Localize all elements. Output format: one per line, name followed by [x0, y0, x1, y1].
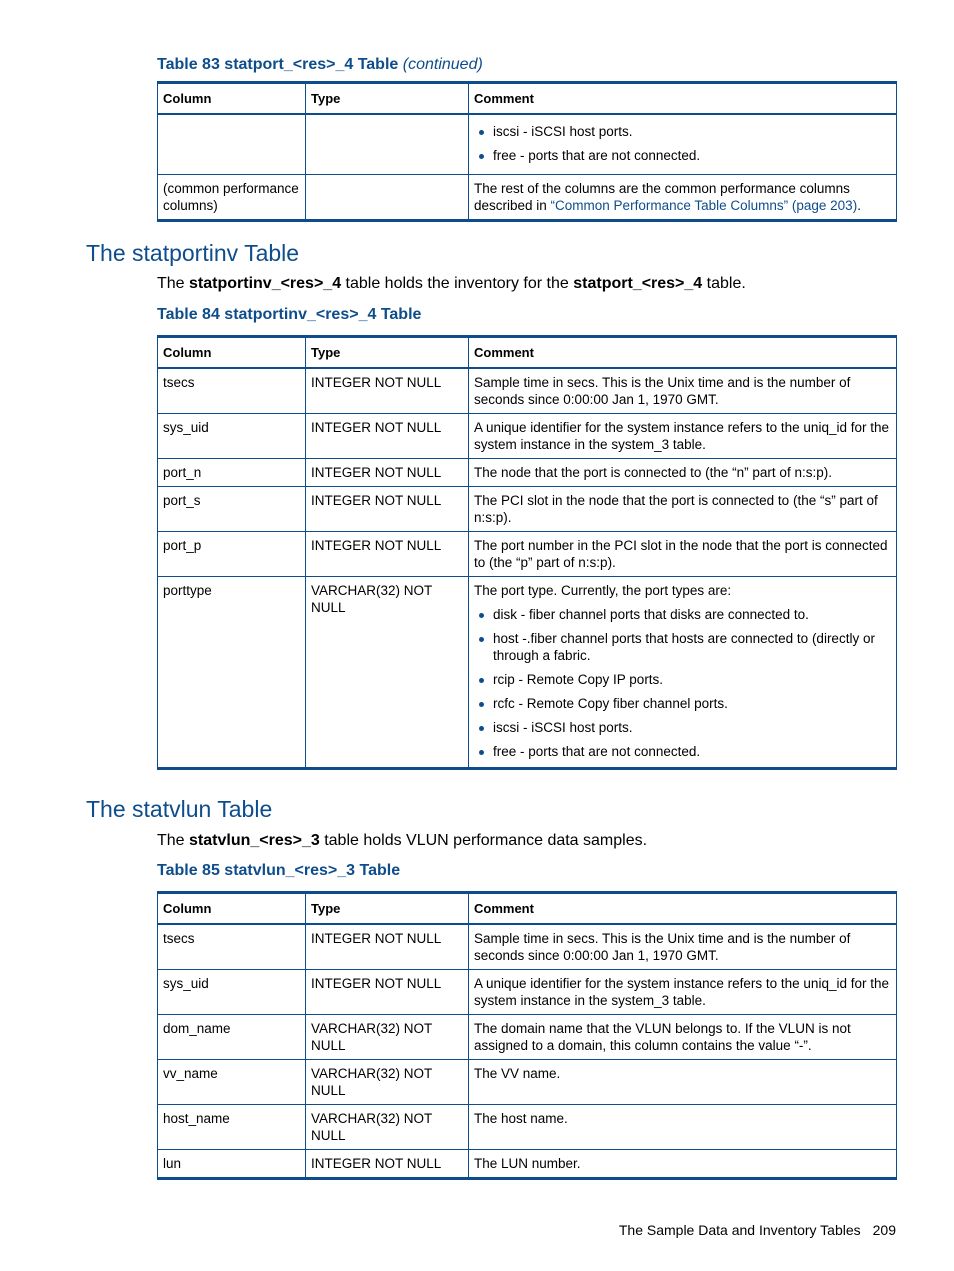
cell-comment: The VV name. [469, 1060, 897, 1105]
table-row [158, 174, 897, 220]
cell-type: INTEGER NOT NULL [306, 459, 469, 487]
cell-column: (common performance columns) [158, 174, 306, 220]
intro-text: table holds VLUN performance data samples. [319, 832, 648, 849]
section-intro-statvlun [157, 832, 647, 850]
table-84-caption: Table 84 statportinv_<res>_4 Table [157, 306, 422, 323]
cell-comment: A unique identifier for the system instance refers to the uniq_id for the system instance in the system_3 table. [469, 970, 897, 1015]
column-header: Column [158, 83, 306, 115]
intro-table-name: statvlun_<res>_3 [189, 832, 320, 849]
footer-title: The Sample Data and Inventory Tables [618, 1222, 861, 1238]
table-row [158, 924, 897, 970]
cell-type: INTEGER NOT NULL [306, 414, 469, 459]
cell-column: port_p [158, 532, 306, 577]
cell-comment [469, 114, 897, 174]
section-intro-statportinv [157, 275, 746, 293]
cell-type [306, 174, 469, 220]
cell-comment: The PCI slot in the node that the port is connected to (the “s” part of n:s:p). [469, 487, 897, 532]
cell-column: tsecs [158, 368, 306, 414]
cell-type [306, 114, 469, 174]
intro-table-name: statportinv_<res>_4 [189, 275, 342, 292]
table-row [158, 1015, 897, 1060]
cell-column: host_name [158, 1105, 306, 1150]
table-row [158, 114, 897, 174]
bullet-list [474, 606, 891, 760]
column-header: Type [306, 893, 469, 925]
cell-comment: Sample time in secs. This is the Unix time and is the number of seconds since 0:00:00 Jan 1, 1970 GMT. [469, 368, 897, 414]
cell-column: lun [158, 1150, 306, 1179]
column-header: Comment [469, 893, 897, 925]
table-83-caption-text: Table 83 statport_<res>_4 Table [157, 56, 399, 73]
table-row [158, 414, 897, 459]
cell-comment [469, 174, 897, 220]
column-header: Comment [469, 337, 897, 369]
intro-text: table holds the inventory for the [341, 275, 574, 292]
section-heading-statportinv: The statportinv Table [86, 240, 300, 266]
cell-column: sys_uid [158, 414, 306, 459]
table-header-row [158, 83, 897, 115]
table-row [158, 1150, 897, 1179]
cell-type: INTEGER NOT NULL [306, 924, 469, 970]
list-item: free - ports that are not connected. [474, 147, 891, 164]
table-row [158, 532, 897, 577]
intro-text: The [157, 832, 190, 849]
cell-type: VARCHAR(32) NOT NULL [306, 1015, 469, 1060]
cell-column: port_n [158, 459, 306, 487]
list-item: iscsi - iSCSI host ports. [474, 719, 891, 736]
cell-comment: The node that the port is connected to (the “n” part of n:s:p). [469, 459, 897, 487]
cell-type: VARCHAR(32) NOT NULL [306, 1105, 469, 1150]
table-row [158, 970, 897, 1015]
cell-comment: The LUN number. [469, 1150, 897, 1179]
column-header: Type [306, 337, 469, 369]
table-row [158, 577, 897, 769]
cell-comment: The domain name that the VLUN belongs to. If the VLUN is not assigned to a domain, this column contains the value “-”. [469, 1015, 897, 1060]
page-number: 209 [872, 1222, 896, 1238]
table-header-row [158, 337, 897, 369]
list-item: free - ports that are not connected. [474, 743, 891, 760]
table-85-caption: Table 85 statvlun_<res>_3 Table [157, 862, 401, 879]
list-item: iscsi - iSCSI host ports. [474, 123, 891, 140]
comment-text-end: . [857, 197, 861, 213]
cross-reference-link[interactable]: “Common Performance Table Columns” (page 203) [550, 197, 858, 213]
cell-type: INTEGER NOT NULL [306, 970, 469, 1015]
cell-column: porttype [158, 577, 306, 769]
cell-column: sys_uid [158, 970, 306, 1015]
intro-text: The [157, 275, 190, 292]
table-84 [157, 335, 897, 770]
bullet-list [474, 123, 891, 164]
section-heading-statvlun: The statvlun Table [86, 796, 273, 822]
table-row [158, 1060, 897, 1105]
cell-column [158, 114, 306, 174]
list-item: disk - fiber channel ports that disks are connected to. [474, 606, 891, 623]
cell-type: VARCHAR(32) NOT NULL [306, 1060, 469, 1105]
column-header: Comment [469, 83, 897, 115]
cell-comment [469, 577, 897, 769]
cell-type: VARCHAR(32) NOT NULL [306, 577, 469, 769]
table-row [158, 487, 897, 532]
table-83-caption [157, 56, 483, 74]
intro-table-name: statport_<res>_4 [573, 275, 703, 292]
list-item: rcip - Remote Copy IP ports. [474, 671, 891, 688]
column-header: Column [158, 893, 306, 925]
cell-type: INTEGER NOT NULL [306, 1150, 469, 1179]
column-header: Type [306, 83, 469, 115]
list-item: host -.fiber channel ports that hosts are connected to (directly or through a fabric. [474, 630, 891, 664]
cell-comment: A unique identifier for the system instance refers to the uniq_id for the system instance in the system_3 table. [469, 414, 897, 459]
table-header-row [158, 893, 897, 925]
table-83-continued-label: (continued) [402, 56, 483, 73]
cell-column: port_s [158, 487, 306, 532]
cell-column: tsecs [158, 924, 306, 970]
list-item: rcfc - Remote Copy fiber channel ports. [474, 695, 891, 712]
comment-text: The rest of the columns are the common performance columns described in [474, 180, 850, 213]
intro-text: table. [702, 275, 746, 292]
table-row [158, 368, 897, 414]
cell-column: vv_name [158, 1060, 306, 1105]
cell-comment: The host name. [469, 1105, 897, 1150]
table-row [158, 1105, 897, 1150]
cell-type: INTEGER NOT NULL [306, 532, 469, 577]
page-footer [619, 1222, 896, 1238]
comment-text: The port type. Currently, the port types are: [474, 583, 732, 598]
table-85 [157, 891, 897, 1180]
cell-comment: The port number in the PCI slot in the node that the port is connected to (the “p” part of n:s:p). [469, 532, 897, 577]
table-83 [157, 81, 897, 222]
table-row [158, 459, 897, 487]
cell-type: INTEGER NOT NULL [306, 368, 469, 414]
cell-column: dom_name [158, 1015, 306, 1060]
column-header: Column [158, 337, 306, 369]
cell-type: INTEGER NOT NULL [306, 487, 469, 532]
cell-comment: Sample time in secs. This is the Unix time and is the number of seconds since 0:00:00 Jan 1, 1970 GMT. [469, 924, 897, 970]
